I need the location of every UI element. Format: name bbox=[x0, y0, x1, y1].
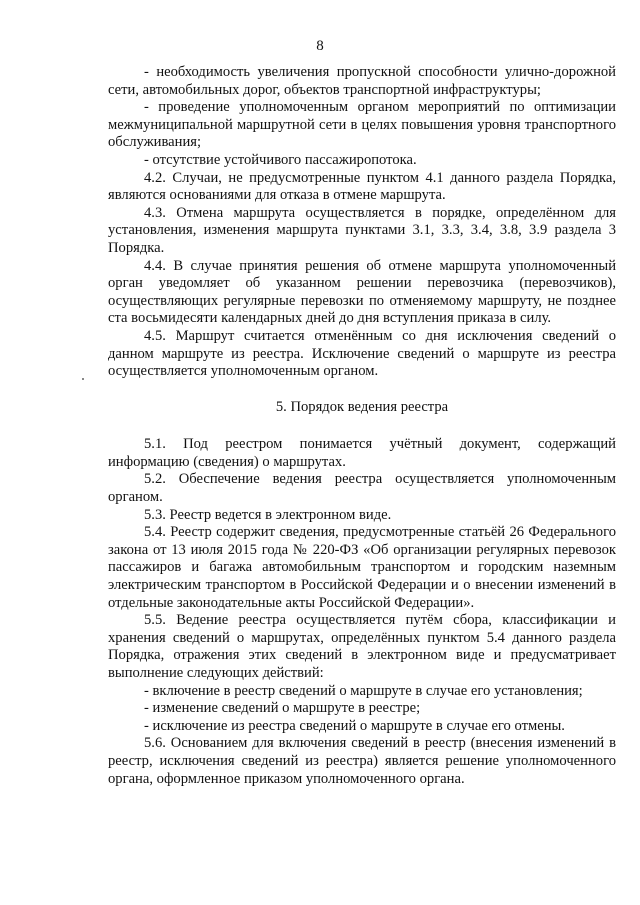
list-item: - включение в реестр сведений о маршруте в случае его установления; bbox=[144, 682, 583, 699]
page-number: 8 bbox=[316, 38, 324, 54]
list-item: - изменение сведений о маршруте в реестре; bbox=[144, 700, 421, 717]
list-item: - проведение уполномоченным органом мероприятий по оптимизации межмуниципальной маршрутной сети в целях повышения уровня транспортного обслуживания; bbox=[108, 99, 616, 151]
paragraph-5-4: 5.4. Реестр содержит сведения, предусмотренные статьёй 26 Федерального закона от 13 июля 2015 года № 220-ФЗ «Об организации регулярных перевозок пассажиров и багажа автомобильным транспортом и городским наземным электрическим транспортом в Российской Федерации и о внесении изменений в отдельные законодательные акты Российской Федерации». bbox=[108, 524, 616, 611]
paragraph-5-5: 5.5. Ведение реестра осуществляется путём сбора, классификации и хранения сведений о маршрутах, определённых пунктом 5.4 данного раздела Порядка, отражения этих сведений в электронном виде и предусматривает выполнение следующих действий: bbox=[108, 612, 616, 681]
paragraph-5-1: 5.1. Под реестром понимается учётный документ, содержащий информацию (сведения) о маршрутах. bbox=[108, 436, 616, 470]
document-body bbox=[108, 64, 616, 788]
list-item: - необходимость увеличения пропускной способности улично-дорожной сети, автомобильных дорог, объектов транспортной инфраструктуры; bbox=[108, 64, 616, 98]
list-item: - отсутствие устойчивого пассажиропотока. bbox=[144, 151, 417, 168]
list-item: - исключение из реестра сведений о маршруте в случае его отмены. bbox=[144, 717, 565, 734]
paragraph-4-3: 4.3. Отмена маршрута осуществляется в порядке, определённом для установления, изменения маршрута пунктами 3.1, 3.3, 3.4, 3.8, 3.9 раздела 3 Порядка. bbox=[108, 204, 616, 256]
paragraph-4-5: 4.5. Маршрут считается отменённым со дня исключения сведений о данном маршруте из реестра. Исключение сведений о маршруте из реестра осуществляется уполномоченным органом. bbox=[108, 327, 616, 380]
margin-mark bbox=[82, 378, 84, 380]
paragraph-5-2: 5.2. Обеспечение ведения реестра осуществляется уполномоченным органом. bbox=[108, 471, 616, 506]
paragraph-5-6: 5.6. Основанием для включения сведений в реестр (внесения изменений в реестр, исключения сведений из реестра) является решение уполномоченного органа, оформленное приказом уполномоченного органа. bbox=[108, 735, 616, 787]
paragraph-4-4: 4.4. В случае принятия решения об отмене маршрута уполномоченный орган уведомляет об указанном решении перевозчика (перевозчиков), осуществляющих регулярные перевозки по отменяемому маршруту, не позднее ста восьмидесяти календарных дней до дня вступления приказа в силу. bbox=[108, 257, 616, 327]
paragraph-5-3: 5.3. Реестр ведется в электронном виде. bbox=[144, 506, 392, 523]
paragraph-4-2: 4.2. Случаи, не предусмотренные пунктом 4.1 данного раздела Порядка, являются основаниями для отказа в отмене маршрута. bbox=[108, 169, 616, 204]
section-title: 5. Порядок ведения реестра bbox=[275, 398, 449, 415]
